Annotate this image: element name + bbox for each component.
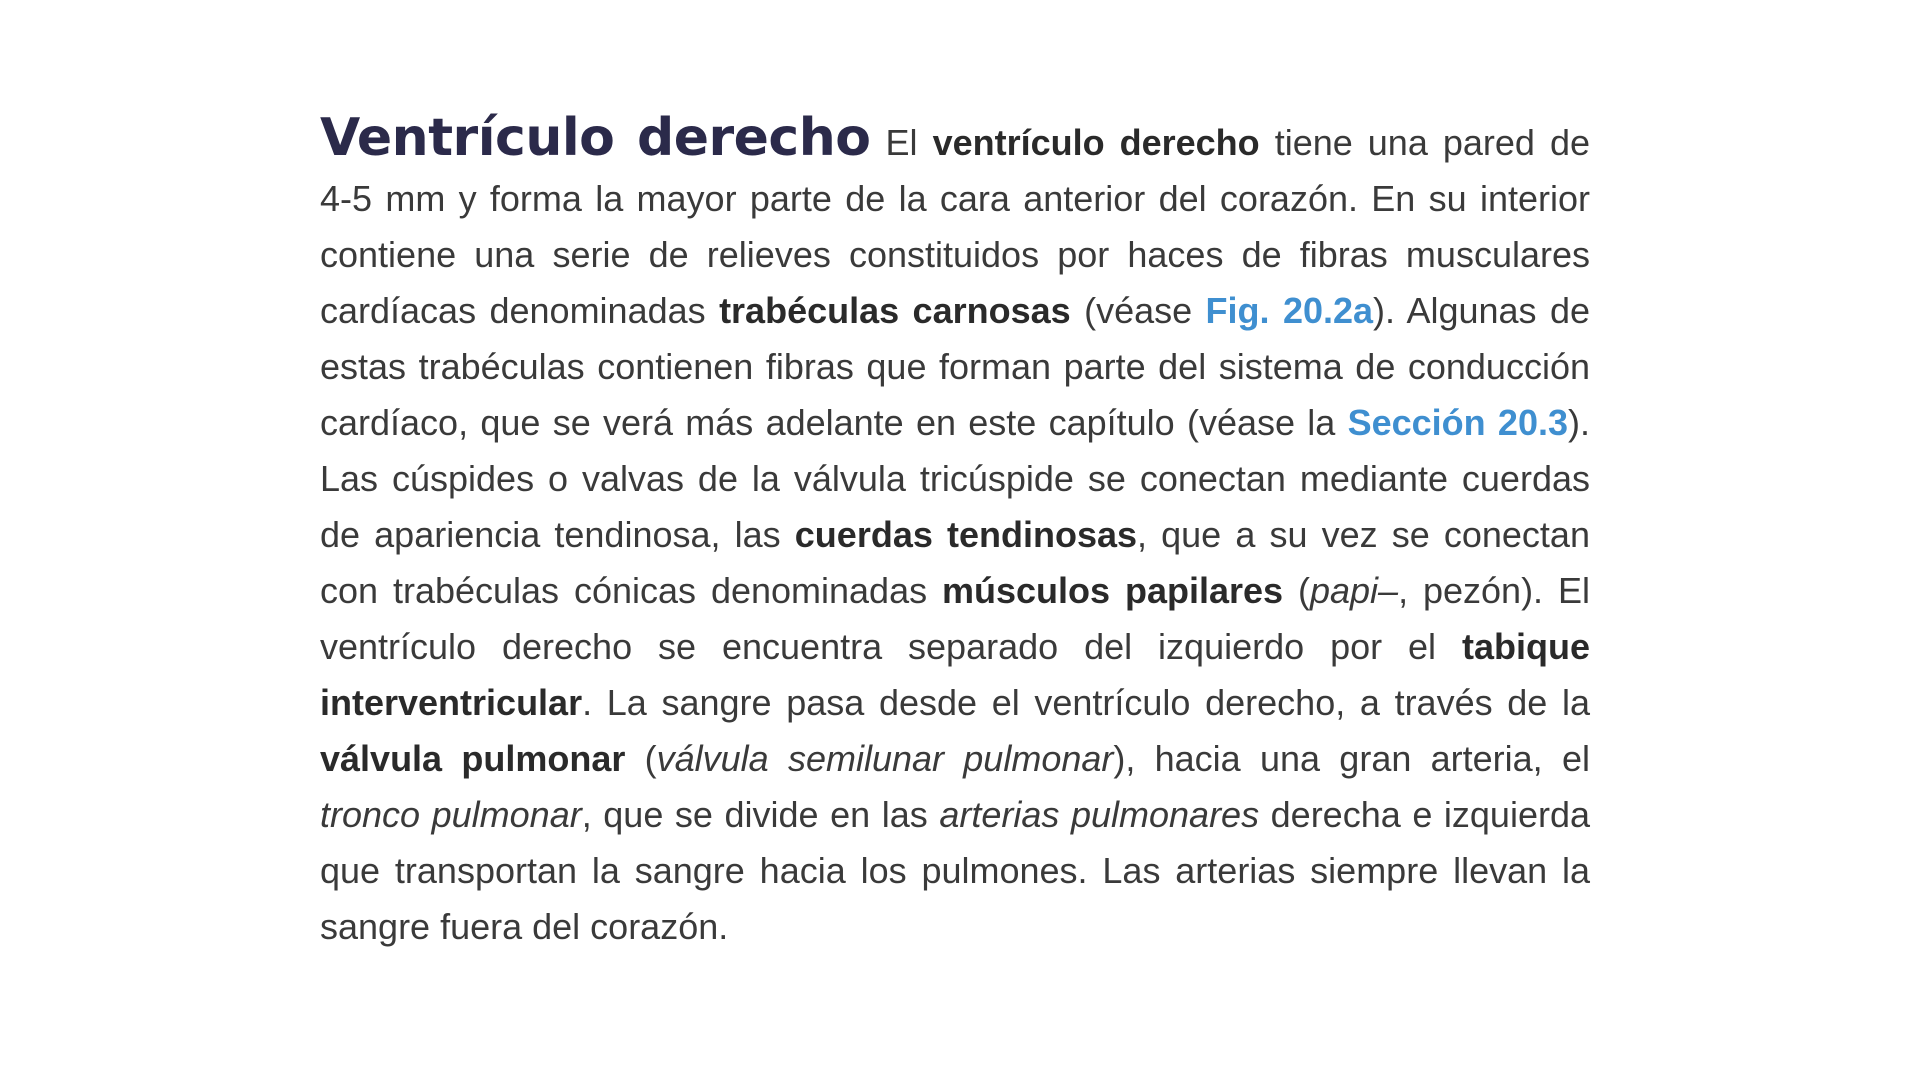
text-run: El	[870, 122, 933, 163]
text-run: , que se divide en las	[581, 794, 940, 835]
term-ventriculo-derecho: ventrículo derecho	[932, 122, 1260, 163]
italic-valvula-semilunar: válvula semilunar pulmonar	[656, 738, 1114, 779]
etymology-papi: papi–	[1309, 570, 1399, 611]
text-run: . La sangre pasa desde el ventrículo derecho, a través de la	[582, 682, 1590, 723]
figure-reference-link[interactable]: Fig. 20.2a	[1205, 290, 1374, 331]
text-run: , pezón). El ventrículo derecho se encuentra separado del izquierdo por el	[320, 570, 1590, 667]
term-valvula-pulmonar: válvula pulmonar	[320, 738, 626, 779]
text-run: , que a su vez se conectan con trabéculas cónicas denominadas	[320, 514, 1590, 611]
italic-tronco-pulmonar: tronco pulmonar	[320, 794, 582, 835]
text-run: (	[625, 738, 657, 779]
text-run: ), hacia una gran arteria, el	[1113, 738, 1590, 779]
term-tabique-interventricular: tabique interventricular	[320, 626, 1590, 723]
text-run: (véase	[1070, 290, 1206, 331]
term-trabeculas-carnosas: trabéculas carnosas	[719, 290, 1071, 331]
text-run: tiene una pared de 4-5 mm y forma la mayor parte de la cara anterior del corazón. En su interior contiene una serie de relieves constituidos por haces de fibras musculares cardíacas denominadas	[320, 122, 1590, 331]
text-run: (	[1283, 570, 1310, 611]
text-run: ). Algunas de estas trabéculas contienen fibras que forman parte del sistema de conducción cardíaco, que se verá más adelante en este capítulo (véase la	[320, 290, 1590, 443]
term-musculos-papilares: músculos papilares	[942, 570, 1284, 611]
section-reference-link[interactable]: Sección 20.3	[1347, 402, 1568, 443]
text-run: ). Las cúspides o valvas de la válvula tricúspide se conectan mediante cuerdas de apariencia tendinosa, las	[320, 402, 1590, 555]
text-run: derecha e izquierda que transportan la sangre hacia los pulmones. Las arterias siempre llevan la sangre fuera del corazón.	[320, 794, 1590, 947]
italic-arterias-pulmonares: arterias pulmonares	[939, 794, 1260, 835]
section-heading: Ventrículo derecho	[320, 108, 871, 168]
textbook-paragraph	[320, 110, 1590, 955]
term-cuerdas-tendinosas: cuerdas tendinosas	[794, 514, 1138, 555]
